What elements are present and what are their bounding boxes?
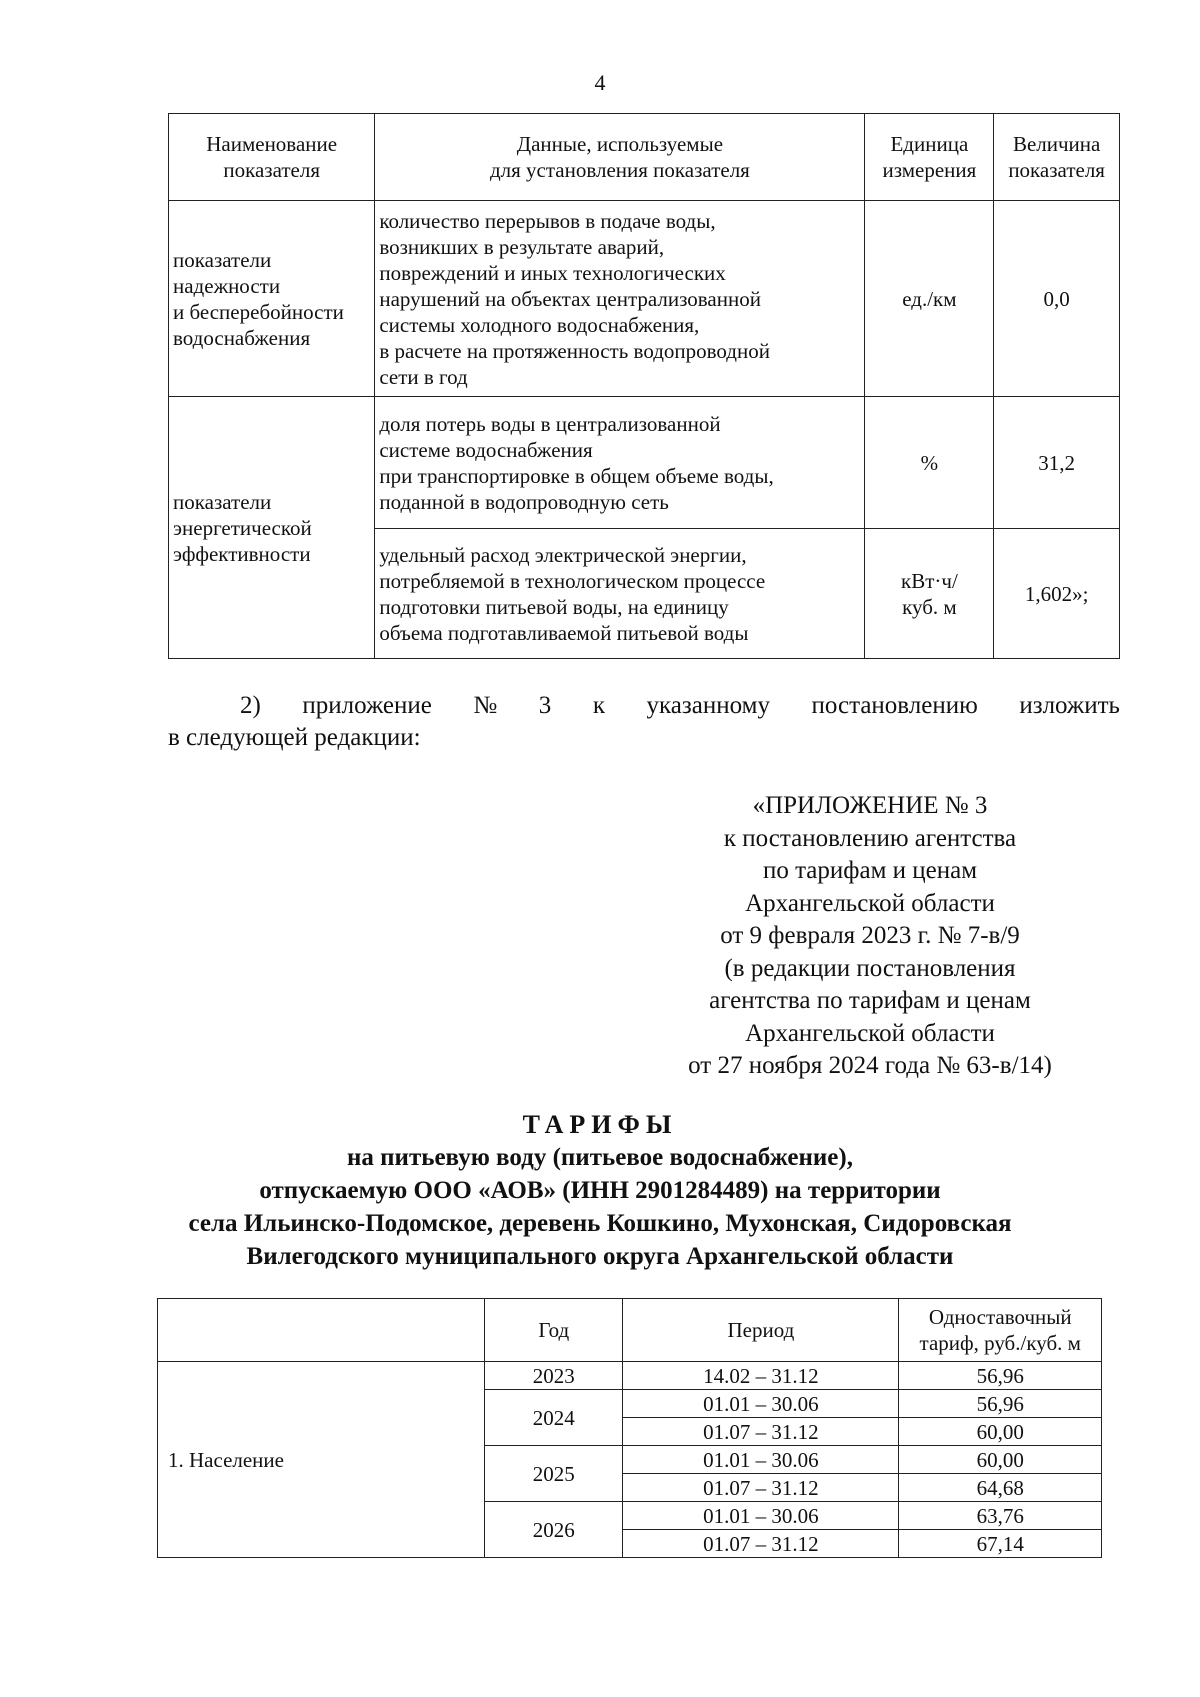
header-unit: Единица измерения (865, 114, 994, 201)
table-row (158, 1362, 1102, 1390)
header-category (158, 1299, 485, 1362)
indicator-value: 0,0 (994, 201, 1120, 397)
tariff-cell: 60,00 (899, 1418, 1102, 1446)
tariff-header-row (158, 1299, 1102, 1362)
title-line: на питьевую воду (питьевое водоснабжение), (347, 1144, 853, 1171)
indicator-unit: % (865, 397, 994, 529)
paragraph-word: приложение (302, 692, 432, 719)
indicator-value: 1,602»; (994, 529, 1120, 659)
indicator-data: количество перерывов в подаче воды, возникших в результате аварий, повреждений и иных технологических нарушений на объектах централизованной системы холодного водоснабжения, в расчете на протяженность водопроводной сети в год (375, 201, 865, 397)
period-cell: 01.07 – 31.12 (623, 1530, 899, 1558)
tariff-cell: 64,68 (899, 1474, 1102, 1502)
paragraph-word: 2) (240, 692, 261, 719)
period-cell: 14.02 – 31.12 (623, 1362, 899, 1390)
year-cell: 2024 (485, 1390, 623, 1446)
indicator-data: доля потерь воды в централизованной системе водоснабжения при транспортировке в общем объеме воды, поданной в водопроводную сеть (375, 397, 865, 529)
indicator-data: удельный расход электрической энергии, потребляемой в технологическом процессе подготовки питьевой воды, на единицу объема подготавливаемой питьевой воды (375, 529, 865, 659)
header-indicator-name: Наименование показателя (169, 114, 375, 201)
title-line: отпускаемую ООО «АОВ» (ИНН 2901284489) на территории (259, 1177, 941, 1204)
category-cell: 1. Население (158, 1362, 485, 1558)
tariffs-title: ТАРИФЫ (522, 1110, 678, 1139)
period-cell: 01.07 – 31.12 (623, 1418, 899, 1446)
header-period: Период (623, 1299, 899, 1362)
tariff-cell: 56,96 (899, 1362, 1102, 1390)
paragraph-word: изложить (1019, 692, 1120, 719)
paragraph-word: к (592, 692, 605, 719)
tariffs-title-block (0, 1108, 1200, 1273)
table-row (169, 201, 1120, 397)
amendment-paragraph (168, 690, 1120, 754)
title-line: села Ильинско-Подомское, деревень Кошкино, Мухонская, Сидоровская (188, 1210, 1012, 1237)
tariff-cell: 67,14 (899, 1530, 1102, 1558)
page-number: 4 (594, 70, 606, 95)
paragraph-line-2: в следующей редакции: (168, 724, 421, 751)
indicators-header-row (169, 114, 1120, 201)
paragraph-word: № (473, 692, 498, 719)
period-cell: 01.01 – 30.06 (623, 1390, 899, 1418)
paragraph-line-1 (168, 690, 1120, 722)
table-row (169, 397, 1120, 529)
tariff-cell: 60,00 (899, 1446, 1102, 1474)
indicator-name: показатели энергетической эффективности (169, 397, 375, 659)
year-cell: 2025 (485, 1446, 623, 1502)
indicator-unit: ед./км (865, 201, 994, 397)
tariff-cell: 63,76 (899, 1502, 1102, 1530)
period-cell: 01.01 – 30.06 (623, 1446, 899, 1474)
tariff-cell: 56,96 (899, 1390, 1102, 1418)
indicator-value: 31,2 (994, 397, 1120, 529)
indicator-name: показатели надежности и бесперебойности водоснабжения (169, 201, 375, 397)
title-line: Вилегодского муниципального округа Архангельской области (246, 1243, 954, 1270)
header-value: Величина показателя (994, 114, 1120, 201)
year-cell: 2023 (485, 1362, 623, 1390)
year-cell: 2026 (485, 1502, 623, 1558)
paragraph-word: указанному (646, 692, 770, 719)
paragraph-word: 3 (538, 692, 552, 719)
indicator-unit: кВт·ч/ куб. м (865, 529, 994, 659)
annex-heading-block: «ПРИЛОЖЕНИЕ № 3 к постановлению агентства по тарифам и ценам Архангельской области от 9 февраля 2023 г. № 7-в/9 (в редакции постановления агентства по тарифам и ценам Архангельской области от 27 ноября 2024 года № 63-в/14) (688, 792, 1052, 1079)
header-indicator-data: Данные, используемые для установления показателя (375, 114, 865, 201)
paragraph-word: постановлению (811, 692, 978, 719)
tariff-table (157, 1298, 1102, 1558)
header-year: Год (485, 1299, 623, 1362)
indicators-table (168, 113, 1120, 659)
period-cell: 01.01 – 30.06 (623, 1502, 899, 1530)
period-cell: 01.07 – 31.12 (623, 1474, 899, 1502)
header-tariff: Одноставочный тариф, руб./куб. м (899, 1299, 1102, 1362)
